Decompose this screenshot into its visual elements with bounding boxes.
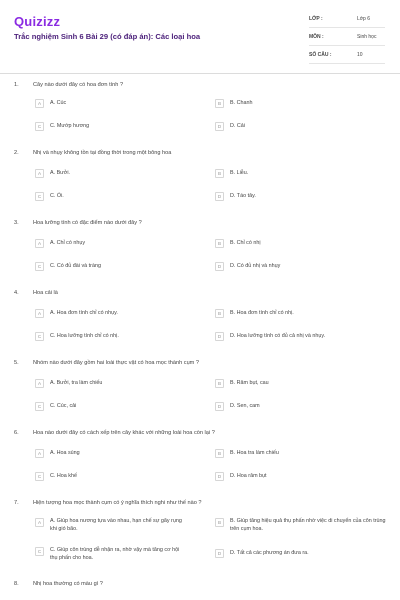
meta-row-count — [309, 46, 385, 64]
answer-option[interactable] — [35, 449, 185, 458]
option-badge: C — [35, 547, 44, 556]
meta-label: LỚP : — [309, 15, 323, 22]
option-badge: C — [35, 332, 44, 341]
option-text: C. Hoa khế — [50, 473, 77, 479]
option-badge: C — [35, 122, 44, 131]
answer-option[interactable] — [215, 262, 365, 271]
option-badge: A — [35, 449, 44, 458]
option-text: B. Liễu. — [230, 170, 249, 176]
option-badge: A — [35, 169, 44, 178]
option-text: C. Ổi. — [50, 193, 64, 199]
option-text: B. Giúp tăng hiệu quả thụ phấn nhờ việc di chuyển của côn trùng trên cụm hoa. — [230, 518, 386, 532]
answer-option[interactable] — [215, 309, 365, 318]
answer-option[interactable] — [215, 122, 365, 131]
option-text: C. Hoa lưỡng tính chỉ có nhị. — [50, 333, 119, 339]
option-text: C. Mướp hương — [50, 123, 90, 129]
option-text: B. Chanh — [230, 100, 253, 106]
header-divider — [0, 73, 400, 74]
option-badge: A — [35, 239, 44, 248]
option-badge: B — [215, 309, 224, 318]
meta-row-subject — [309, 28, 385, 46]
question-number: 7. — [14, 500, 19, 506]
question-text: Hoa cải là — [33, 290, 58, 296]
answer-option[interactable] — [35, 472, 185, 481]
option-badge: B — [215, 379, 224, 388]
option-badge: B — [215, 449, 224, 458]
answer-option[interactable] — [35, 547, 185, 563]
answer-option[interactable] — [215, 518, 390, 534]
option-badge: C — [35, 262, 44, 271]
option-text: A. Hoa đơn tính chỉ có nhụy. — [50, 310, 118, 316]
answer-option[interactable] — [35, 402, 185, 411]
option-badge: C — [35, 472, 44, 481]
option-badge: D — [215, 192, 224, 201]
answer-option[interactable] — [35, 239, 185, 248]
answer-option[interactable] — [35, 262, 185, 271]
meta-value: Lớp 6 — [357, 15, 371, 22]
meta-value: 10 — [357, 51, 363, 58]
option-text: A. Giúp hoa nương tựa vào nhau, hạn chế sự gãy rụng khi gió bão. — [50, 518, 182, 532]
answer-option[interactable] — [35, 169, 185, 178]
answer-option[interactable] — [215, 379, 365, 388]
option-text: D. Tất cả các phương án đưa ra. — [230, 550, 309, 556]
question-number: 4. — [14, 290, 19, 296]
meta-table — [309, 10, 385, 64]
option-badge: D — [215, 122, 224, 131]
option-text: A. Bưởi. — [50, 170, 71, 176]
option-badge: C — [35, 192, 44, 201]
option-text: B. Râm bụt, cau — [230, 380, 269, 386]
question-text: Nhóm nào dưới đây gồm hai loài thực vật có hoa mọc thành cụm ? — [33, 360, 200, 366]
worksheet-title: Trắc nghiệm Sinh 6 Bài 29 (có đáp án): Các loại hoa — [14, 32, 201, 41]
meta-value: Sinh học — [357, 33, 377, 40]
option-text: A. Chỉ có nhụy — [50, 240, 86, 246]
option-text: B. Hoa tra làm chiếu — [230, 450, 279, 456]
answer-option[interactable] — [35, 192, 185, 201]
answer-option[interactable] — [215, 549, 365, 558]
option-badge: A — [35, 518, 44, 527]
option-badge: A — [35, 379, 44, 388]
option-badge: B — [215, 99, 224, 108]
answer-option[interactable] — [215, 402, 365, 411]
answer-option[interactable] — [215, 239, 365, 248]
option-text: B. Chỉ có nhị — [230, 240, 261, 246]
meta-label: SỐ CÂU : — [309, 51, 332, 58]
option-badge: B — [215, 239, 224, 248]
question-text: Hoa nào dưới đây có cách xếp trên cây khác với những loài hoa còn lại ? — [33, 430, 215, 436]
option-badge: A — [35, 309, 44, 318]
option-badge: C — [35, 402, 44, 411]
answer-option[interactable] — [215, 169, 365, 178]
answer-option[interactable] — [215, 332, 365, 341]
option-badge: D — [215, 402, 224, 411]
question-text: Hoa lưỡng tính có đặc điểm nào dưới đây ? — [33, 220, 142, 226]
option-badge: A — [35, 99, 44, 108]
answer-option[interactable] — [215, 99, 365, 108]
option-text: D. Cải — [230, 123, 245, 129]
option-text: C. Có đủ đài và tràng — [50, 263, 101, 269]
option-text: A. Bưởi, tra làm chiếu — [50, 380, 103, 386]
option-text: D. Táo tây. — [230, 193, 256, 199]
option-text: A. Hoa súng — [50, 450, 80, 456]
answer-option[interactable] — [215, 192, 365, 201]
question-number: 6. — [14, 430, 19, 436]
question-text: Nhị và nhụy không tồn tại đồng thời trong một bông hoa — [33, 150, 172, 156]
question-text: Cây nào dưới đây có hoa đơn tính ? — [33, 82, 124, 88]
answer-option[interactable] — [35, 309, 185, 318]
option-badge: D — [215, 472, 224, 481]
option-text: C. Giúp côn trùng dễ nhận ra, nhờ vậy mà tăng cơ hội thụ phấn cho hoa. — [50, 547, 180, 561]
question-text: Nhị hoa thường có màu gì ? — [33, 581, 103, 587]
question-number: 1. — [14, 82, 19, 88]
worksheet-header — [0, 0, 400, 70]
option-badge: B — [215, 169, 224, 178]
option-badge: D — [215, 332, 224, 341]
option-badge: D — [215, 262, 224, 271]
question-text: Hiện tượng hoa mọc thành cụm có ý nghĩa thích nghi như thế nào ? — [33, 500, 202, 506]
option-badge: D — [215, 549, 224, 558]
question-number: 5. — [14, 360, 19, 366]
answer-option[interactable] — [35, 518, 185, 534]
option-text: D. Hoa lưỡng tính có đủ cả nhị và nhụy. — [230, 333, 326, 339]
option-text: D. Hoa râm bụt — [230, 473, 267, 479]
answer-option[interactable] — [35, 99, 185, 108]
option-text: B. Hoa đơn tính chỉ có nhị. — [230, 310, 294, 316]
question-number: 2. — [14, 150, 19, 156]
question-number: 8. — [14, 581, 19, 587]
meta-label: MÔN : — [309, 33, 324, 40]
answer-option[interactable] — [35, 122, 185, 131]
option-text: D. Có đủ nhị và nhụy — [230, 263, 281, 269]
answer-option[interactable] — [215, 472, 365, 481]
answer-option[interactable] — [35, 379, 185, 388]
answer-option[interactable] — [35, 332, 185, 341]
meta-row-grade — [309, 10, 385, 28]
option-text: C. Cúc, cải — [50, 403, 77, 409]
answer-option[interactable] — [215, 449, 365, 458]
quizizz-logo: Quizizz — [14, 14, 61, 29]
option-text: D. Sen, cam — [230, 403, 260, 409]
question-number: 3. — [14, 220, 19, 226]
option-text: A. Cúc — [50, 100, 67, 106]
option-badge: B — [215, 518, 224, 527]
